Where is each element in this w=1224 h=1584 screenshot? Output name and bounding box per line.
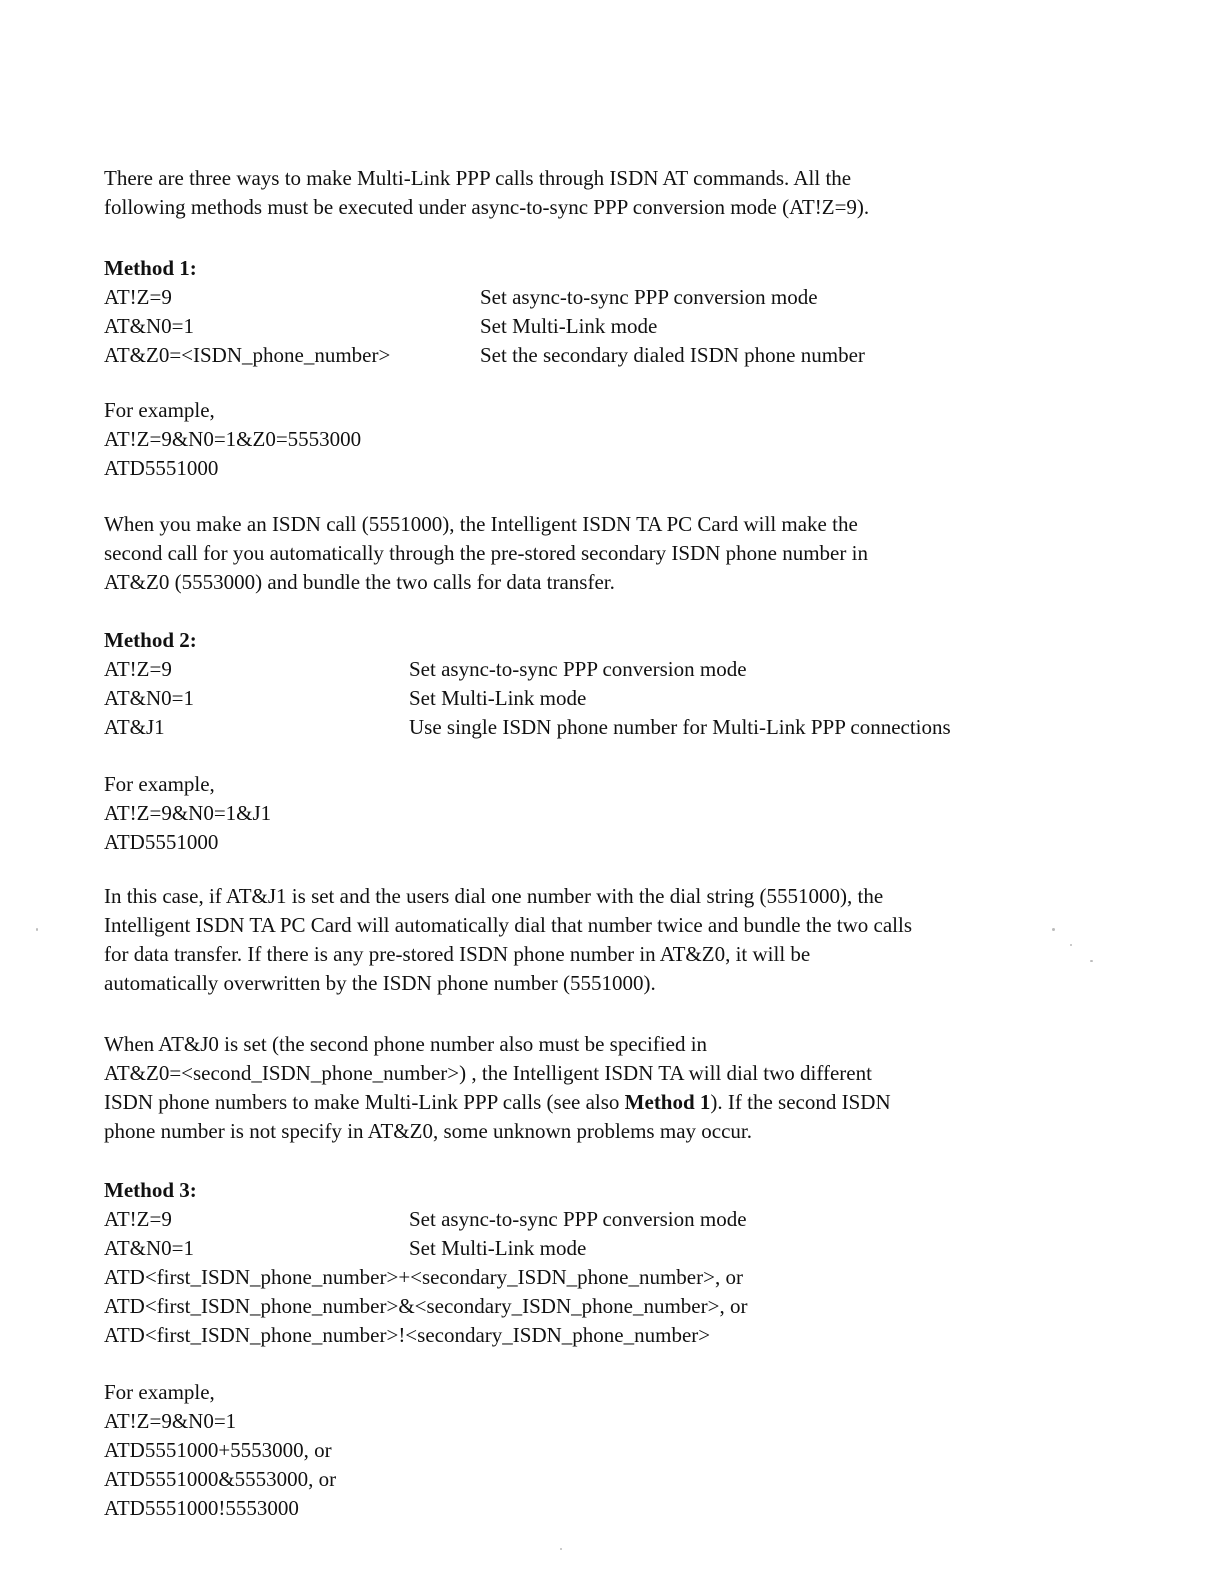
dial-syntax-line: ATD<first_ISDN_phone_number>!<secondary_ISDN_phone_number>: [104, 1323, 711, 1347]
method-1-explanation: [104, 510, 1084, 597]
example-label: For example,: [104, 1380, 215, 1404]
explanation-line: [104, 1088, 1084, 1117]
command-description: Set the secondary dialed ISDN phone number: [480, 343, 865, 367]
example-line: AT!Z=9&N0=1&Z0=5553000: [104, 427, 362, 451]
explanation-line: automatically overwritten by the ISDN phone number (5551000).: [104, 971, 656, 995]
method-2-j0-explanation: [104, 1030, 1084, 1146]
intro-line: following methods must be executed under async-to-sync PPP conversion mode (AT!Z=9).: [104, 195, 870, 219]
command-description: Set Multi-Link mode: [409, 686, 587, 710]
example-line: ATD5551000!5553000: [104, 1496, 299, 1520]
intro-line: There are three ways to make Multi-Link PPP calls through ISDN AT commands. All the: [104, 166, 852, 190]
example-line: ATD5551000&5553000, or: [104, 1467, 337, 1491]
example-line: AT!Z=9&N0=1&J1: [104, 801, 272, 825]
method-3-example: [104, 1378, 1084, 1523]
command-code: AT&N0=1: [104, 314, 195, 338]
explanation-line: phone number is not specify in AT&Z0, some unknown problems may occur.: [104, 1119, 752, 1143]
command-code: AT&N0=1: [104, 686, 195, 710]
scan-speck: [1052, 928, 1055, 931]
scan-speck: [560, 1548, 562, 1550]
command-row: [104, 341, 1084, 370]
command-row: [104, 713, 1084, 742]
method-1-heading: Method 1:: [104, 256, 197, 280]
scan-speck: [1070, 944, 1072, 946]
explanation-line: Intelligent ISDN TA PC Card will automatically dial that number twice and bundle the two calls: [104, 913, 913, 937]
explanation-line: In this case, if AT&J1 is set and the users dial one number with the dial string (5551000), the: [104, 884, 884, 908]
explanation-line: second call for you automatically through the pre-stored secondary ISDN phone number in: [104, 541, 868, 565]
explanation-line: When you make an ISDN call (5551000), the Intelligent ISDN TA PC Card will make the: [104, 512, 858, 536]
command-description: Use single ISDN phone number for Multi-Link PPP connections: [409, 715, 951, 739]
command-description: Set async-to-sync PPP conversion mode: [480, 285, 818, 309]
command-row: [104, 655, 1084, 684]
method-1-section: [104, 254, 1084, 370]
command-code: AT&N0=1: [104, 1236, 195, 1260]
explanation-line: AT&Z0 (5553000) and bundle the two calls for data transfer.: [104, 570, 615, 594]
dial-syntax-line: ATD<first_ISDN_phone_number>+<secondary_ISDN_phone_number>, or: [104, 1265, 743, 1289]
command-description: Set async-to-sync PPP conversion mode: [409, 657, 747, 681]
intro-paragraph: [104, 164, 1084, 222]
command-description: Set Multi-Link mode: [480, 314, 658, 338]
method-1-example: [104, 396, 1084, 483]
scan-speck: [36, 928, 38, 931]
method-reference: Method 1: [624, 1090, 711, 1114]
example-line: ATD5551000: [104, 456, 219, 480]
command-row: [104, 283, 1084, 312]
method-2-heading: Method 2:: [104, 628, 197, 652]
method-2-example: [104, 770, 1084, 857]
command-description: Set async-to-sync PPP conversion mode: [409, 1207, 747, 1231]
method-3-heading: Method 3:: [104, 1178, 197, 1202]
example-label: For example,: [104, 772, 215, 796]
scan-speck: [1090, 960, 1093, 962]
command-code: AT&J1: [104, 715, 165, 739]
example-line: ATD5551000: [104, 830, 219, 854]
explanation-line: for data transfer. If there is any pre-stored ISDN phone number in AT&Z0, it will be: [104, 942, 811, 966]
command-code: AT!Z=9: [104, 285, 172, 309]
explanation-line: When AT&J0 is set (the second phone number also must be specified in: [104, 1032, 708, 1056]
explanation-text: ISDN phone numbers to make Multi-Link PPP calls (see also: [104, 1090, 625, 1114]
command-code: AT!Z=9: [104, 1207, 172, 1231]
command-code: AT&Z0=<ISDN_phone_number>: [104, 343, 391, 367]
example-label: For example,: [104, 398, 215, 422]
explanation-text: ). If the second ISDN: [710, 1090, 891, 1114]
example-line: ATD5551000+5553000, or: [104, 1438, 332, 1462]
method-2-explanation: [104, 882, 1084, 998]
command-code: AT!Z=9: [104, 657, 172, 681]
command-description: Set Multi-Link mode: [409, 1236, 587, 1260]
example-line: AT!Z=9&N0=1: [104, 1409, 237, 1433]
dial-syntax-line: ATD<first_ISDN_phone_number>&<secondary_ISDN_phone_number>, or: [104, 1294, 748, 1318]
command-row: [104, 684, 1084, 713]
method-3-section: [104, 1176, 1084, 1350]
command-row: [104, 1205, 1084, 1234]
method-2-section: [104, 626, 1084, 742]
explanation-line: AT&Z0=<second_ISDN_phone_number>) , the Intelligent ISDN TA will dial two different: [104, 1061, 872, 1085]
command-row: [104, 312, 1084, 341]
command-row: [104, 1234, 1084, 1263]
